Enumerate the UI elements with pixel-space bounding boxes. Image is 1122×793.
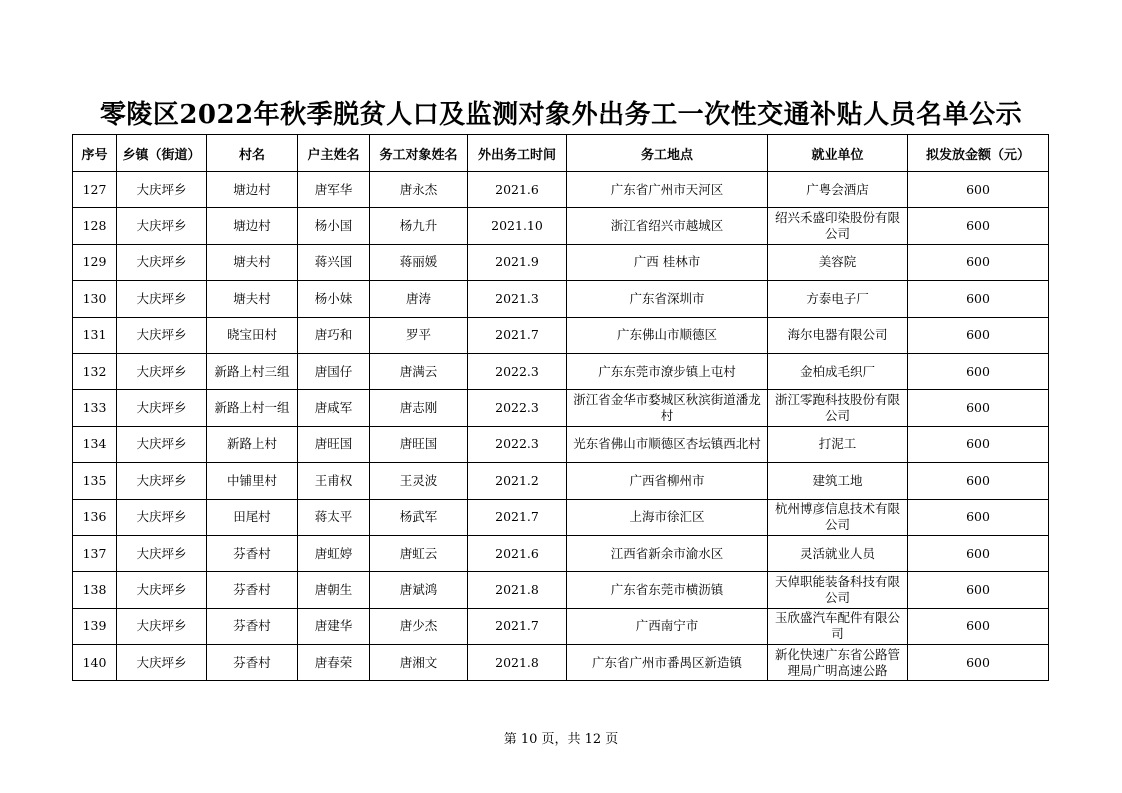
table-cell: 131 [73, 317, 117, 353]
table-cell: 大庆坪乡 [117, 390, 207, 426]
table-cell: 600 [908, 208, 1049, 244]
table-cell: 塘夫村 [207, 244, 298, 280]
table-cell: 大庆坪乡 [117, 317, 207, 353]
table-row [73, 353, 1049, 389]
table-cell: 玉欣盛汽车配件有限公司 [768, 608, 908, 644]
table-row [73, 317, 1049, 353]
table-cell: 唐虹云 [370, 535, 468, 571]
table-cell: 杭州博彦信息技术有限公司 [768, 499, 908, 535]
table-row [73, 390, 1049, 426]
table-cell: 王灵波 [370, 463, 468, 499]
table-cell: 王甫权 [298, 463, 370, 499]
table-row [73, 426, 1049, 462]
table-cell: 方泰电子厂 [768, 281, 908, 317]
table-cell: 唐咸军 [298, 390, 370, 426]
table-cell: 唐旺国 [298, 426, 370, 462]
table-cell: 唐虹婷 [298, 535, 370, 571]
table-cell: 唐巧和 [298, 317, 370, 353]
table-cell: 130 [73, 281, 117, 317]
table-cell: 新路上村三组 [207, 353, 298, 389]
table-cell: 灵活就业人员 [768, 535, 908, 571]
table-cell: 广东省东莞市横沥镇 [567, 572, 768, 608]
table-cell: 2022.3 [468, 426, 567, 462]
table-cell: 晓宝田村 [207, 317, 298, 353]
table-cell: 600 [908, 317, 1049, 353]
table-header-row [73, 135, 1049, 172]
table-cell: 新路上村一组 [207, 390, 298, 426]
table-cell: 蒋丽媛 [370, 244, 468, 280]
table-cell: 江西省新余市渝水区 [567, 535, 768, 571]
table-cell: 绍兴禾盛印染股份有限公司 [768, 208, 908, 244]
table-cell: 132 [73, 353, 117, 389]
table-cell: 600 [908, 244, 1049, 280]
table-cell: 大庆坪乡 [117, 281, 207, 317]
table-cell: 大庆坪乡 [117, 535, 207, 571]
table-cell: 600 [908, 645, 1049, 681]
table-cell: 135 [73, 463, 117, 499]
table-row [73, 281, 1049, 317]
table-cell: 唐涛 [370, 281, 468, 317]
table-cell: 134 [73, 426, 117, 462]
table-cell: 600 [908, 572, 1049, 608]
table-cell: 海尔电器有限公司 [768, 317, 908, 353]
table-cell: 塘夫村 [207, 281, 298, 317]
table-cell: 大庆坪乡 [117, 353, 207, 389]
page-title: 零陵区2022年秋季脱贫人口及监测对象外出务工一次性交通补贴人员名单公示 [99, 100, 1023, 130]
table-cell: 2021.6 [468, 172, 567, 208]
table-cell: 广东省广州市番禺区新造镇 [567, 645, 768, 681]
table-cell: 美容院 [768, 244, 908, 280]
table-cell: 大庆坪乡 [117, 645, 207, 681]
table-cell: 2022.3 [468, 353, 567, 389]
table-cell: 2021.2 [468, 463, 567, 499]
table-cell: 600 [908, 463, 1049, 499]
table-cell: 浙江零跑科技股份有限公司 [768, 390, 908, 426]
table-cell: 唐朝生 [298, 572, 370, 608]
table-cell: 浙江省绍兴市越城区 [567, 208, 768, 244]
table-row [73, 208, 1049, 244]
table-cell: 芬香村 [207, 645, 298, 681]
table-cell: 金柏成毛织厂 [768, 353, 908, 389]
table-cell: 杨小妹 [298, 281, 370, 317]
column-header: 村名 [207, 135, 298, 172]
table-cell: 浙江省金华市婺城区秋滨街道潘龙村 [567, 390, 768, 426]
table-cell: 唐建华 [298, 608, 370, 644]
table-cell: 2022.3 [468, 390, 567, 426]
table-cell: 蒋太平 [298, 499, 370, 535]
table-cell: 广东佛山市顺德区 [567, 317, 768, 353]
table-cell: 唐少杰 [370, 608, 468, 644]
table-cell: 139 [73, 608, 117, 644]
table-cell: 大庆坪乡 [117, 572, 207, 608]
column-header: 乡镇（街道） [117, 135, 207, 172]
table-cell: 600 [908, 172, 1049, 208]
table-cell: 广西南宁市 [567, 608, 768, 644]
table-row [73, 608, 1049, 644]
table-cell: 600 [908, 390, 1049, 426]
table-cell: 广西 桂林市 [567, 244, 768, 280]
table-cell: 2021.3 [468, 281, 567, 317]
table-body [73, 172, 1049, 681]
table-cell: 塘边村 [207, 208, 298, 244]
table-cell: 600 [908, 499, 1049, 535]
table-cell: 136 [73, 499, 117, 535]
table-cell: 新化快速广东省公路管理局广明高速公路 [768, 645, 908, 681]
table-row [73, 172, 1049, 208]
table-cell: 128 [73, 208, 117, 244]
table-cell: 杨武军 [370, 499, 468, 535]
table-cell: 广东东莞市潦步镇上屯村 [567, 353, 768, 389]
table-cell: 600 [908, 535, 1049, 571]
table-cell: 大庆坪乡 [117, 208, 207, 244]
table-cell: 中铺里村 [207, 463, 298, 499]
table-cell: 大庆坪乡 [117, 463, 207, 499]
table-cell: 光东省佛山市顺德区杏坛镇西北村 [567, 426, 768, 462]
column-header: 拟发放金额（元） [908, 135, 1049, 172]
table-cell: 2021.6 [468, 535, 567, 571]
table-cell: 唐斌鸿 [370, 572, 468, 608]
table-cell: 唐军华 [298, 172, 370, 208]
table-cell: 2021.10 [468, 208, 567, 244]
table-cell: 芬香村 [207, 535, 298, 571]
table-row [73, 244, 1049, 280]
table-cell: 600 [908, 281, 1049, 317]
table-cell: 广粤会酒店 [768, 172, 908, 208]
column-header: 外出务工时间 [468, 135, 567, 172]
table-cell: 大庆坪乡 [117, 244, 207, 280]
table-row [73, 499, 1049, 535]
table-cell: 唐湘文 [370, 645, 468, 681]
table-cell: 罗平 [370, 317, 468, 353]
column-header: 务工地点 [567, 135, 768, 172]
table-cell: 新路上村 [207, 426, 298, 462]
table-cell: 唐旺国 [370, 426, 468, 462]
table-cell: 138 [73, 572, 117, 608]
subsidy-table [72, 134, 1049, 681]
table-cell: 杨九升 [370, 208, 468, 244]
table-cell: 天倬职能装备科技有限公司 [768, 572, 908, 608]
table-cell: 600 [908, 426, 1049, 462]
table-cell: 2021.9 [468, 244, 567, 280]
table-cell: 芬香村 [207, 572, 298, 608]
table-cell: 137 [73, 535, 117, 571]
column-header: 户主姓名 [298, 135, 370, 172]
table-cell: 田尾村 [207, 499, 298, 535]
table-cell: 唐满云 [370, 353, 468, 389]
table-cell: 唐志刚 [370, 390, 468, 426]
table-cell: 建筑工地 [768, 463, 908, 499]
table-row [73, 572, 1049, 608]
table-cell: 广东省广州市天河区 [567, 172, 768, 208]
table-cell: 唐春荣 [298, 645, 370, 681]
table-cell: 唐国仔 [298, 353, 370, 389]
table-row [73, 463, 1049, 499]
column-header: 序号 [73, 135, 117, 172]
column-header: 就业单位 [768, 135, 908, 172]
page-footer: 第 10 页，共 12 页 [503, 732, 619, 747]
table-row [73, 645, 1049, 681]
table-cell: 蒋兴国 [298, 244, 370, 280]
table-cell: 127 [73, 172, 117, 208]
table-cell: 2021.7 [468, 499, 567, 535]
table-cell: 2021.8 [468, 572, 567, 608]
table-cell: 杨小国 [298, 208, 370, 244]
table-cell: 芬香村 [207, 608, 298, 644]
table-cell: 2021.7 [468, 608, 567, 644]
column-header: 务工对象姓名 [370, 135, 468, 172]
table-cell: 唐永杰 [370, 172, 468, 208]
table-cell: 大庆坪乡 [117, 499, 207, 535]
table-row [73, 535, 1049, 571]
table-cell: 600 [908, 608, 1049, 644]
table-cell: 2021.7 [468, 317, 567, 353]
table-cell: 大庆坪乡 [117, 172, 207, 208]
table-cell: 上海市徐汇区 [567, 499, 768, 535]
table-cell: 大庆坪乡 [117, 608, 207, 644]
table-cell: 133 [73, 390, 117, 426]
table-cell: 塘边村 [207, 172, 298, 208]
table-cell: 600 [908, 353, 1049, 389]
table-cell: 2021.8 [468, 645, 567, 681]
table-cell: 129 [73, 244, 117, 280]
table-cell: 广东省深圳市 [567, 281, 768, 317]
table-cell: 广西省柳州市 [567, 463, 768, 499]
table-cell: 打泥工 [768, 426, 908, 462]
table-cell: 140 [73, 645, 117, 681]
table-cell: 大庆坪乡 [117, 426, 207, 462]
